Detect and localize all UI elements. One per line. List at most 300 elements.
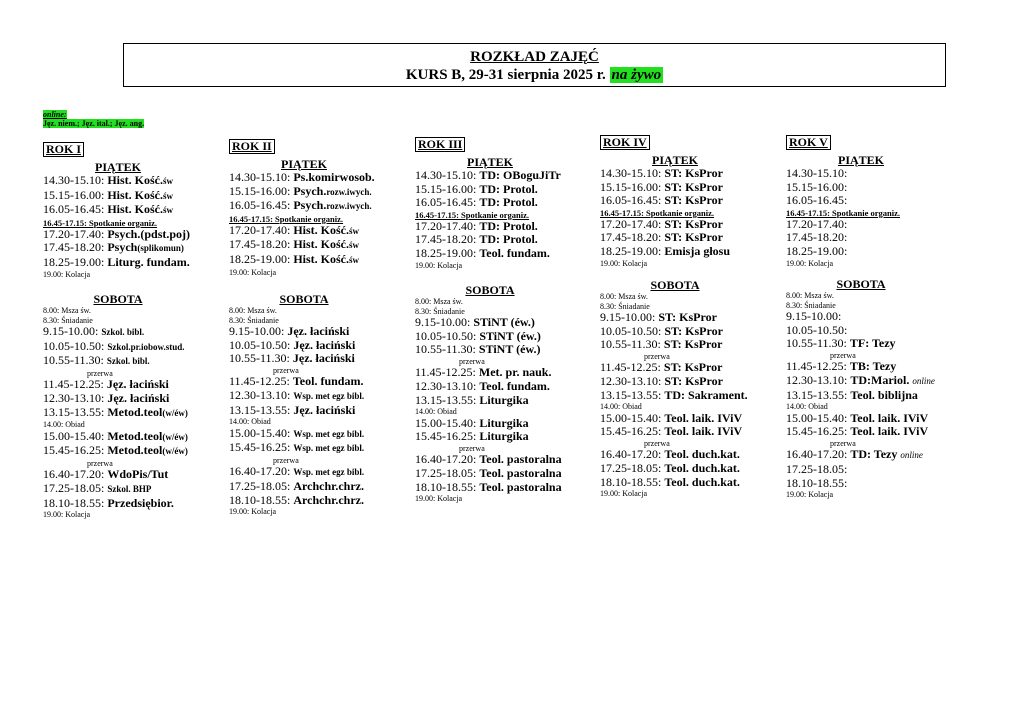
- subject: STiNT (éw.): [473, 315, 535, 330]
- subject: Metod.teol: [107, 443, 163, 458]
- column-rok-3: [415, 135, 595, 504]
- schedule-row: [786, 310, 966, 324]
- subject-small: (w/éw): [162, 446, 188, 457]
- time-slot: 17.25-18.05:: [229, 478, 291, 493]
- break-row: przerwa: [830, 438, 856, 448]
- live-badge: na żywo: [611, 67, 662, 83]
- time-slot: 16.40-17.20:: [43, 467, 105, 482]
- time-slot: 17.20-17.40:: [415, 218, 477, 233]
- time-slot: 16.05-16.45:: [600, 193, 662, 208]
- time-slot: 11.45-12.25:: [786, 359, 847, 374]
- time-slot: 15.15-16.00:: [43, 187, 105, 202]
- schedule-row: [229, 224, 409, 239]
- schedule-row: [415, 467, 595, 481]
- schedule-row: [43, 482, 223, 497]
- schedule-row: [43, 354, 223, 369]
- subject: Liturgika: [479, 392, 529, 407]
- online-label: online:: [43, 110, 67, 119]
- saturday-title: SOBOTA: [93, 292, 143, 307]
- break-row: przerwa: [273, 455, 299, 465]
- note-row: 19.00: Kolacja: [786, 258, 834, 268]
- schedule-row: [43, 497, 223, 511]
- break-row: przerwa: [273, 365, 299, 375]
- schedule-row: [229, 325, 409, 339]
- time-slot: 17.25-18.05:: [600, 460, 662, 475]
- time-slot: 15.00-15.40:: [415, 415, 477, 430]
- break-row: przerwa: [459, 443, 485, 453]
- time-slot: 17.45-18.20:: [43, 240, 105, 255]
- schedule-row: [600, 476, 780, 490]
- subject: Metod.teol: [107, 404, 163, 419]
- time-slot: 16.05-16.45:: [786, 193, 848, 208]
- time-slot: 15.45-16.25:: [415, 429, 477, 444]
- break-row: przerwa: [87, 458, 113, 468]
- schedule-row: [415, 453, 595, 467]
- time-slot: 10.55-11.30:: [600, 337, 661, 352]
- break-row: przerwa: [459, 356, 485, 366]
- schedule-row: [786, 231, 966, 245]
- time-slot: 17.45-18.20:: [415, 232, 477, 247]
- time-slot: 9.15-10.00:: [600, 310, 656, 325]
- subject: ST: KsPror: [664, 193, 723, 208]
- time-slot: 10.05-10.50:: [43, 338, 105, 353]
- schedule-row: [43, 325, 223, 340]
- break-row: przerwa: [87, 368, 113, 378]
- subject: ST: KsPror: [664, 373, 723, 388]
- subject: ST: KsPror: [663, 360, 723, 375]
- subject: Teol. laik. IViV: [664, 410, 743, 425]
- note-row: 8.30: Śniadanie: [600, 301, 650, 311]
- time-slot: 10.55-11.30:: [43, 353, 104, 368]
- schedule-row: [600, 412, 780, 426]
- year-label: ROK IV: [600, 135, 650, 150]
- friday-title: PIĄTEK: [280, 157, 327, 171]
- time-slot: 16.40-17.20:: [229, 464, 291, 479]
- schedule-row: [600, 167, 780, 181]
- schedule-row: [43, 256, 223, 270]
- subject: Teol. duch.kat.: [664, 474, 740, 489]
- saturday-title: SOBOTA: [836, 277, 886, 292]
- meeting-row: 16.45-17.15: Spotkanie organiz.: [43, 217, 158, 228]
- column-rok-5: [786, 133, 966, 500]
- schedule-row: [415, 430, 595, 444]
- subject: ST: KsPror: [664, 230, 723, 245]
- note-row: 8.30: Śniadanie: [43, 315, 93, 325]
- time-slot: 14.30-15.10:: [786, 166, 848, 180]
- schedule-row: [600, 218, 780, 232]
- subject: ST: KsPror: [663, 337, 723, 352]
- note-row: 8.00: Msza św.: [415, 297, 463, 307]
- schedule-row: [43, 430, 223, 445]
- schedule-row: [415, 316, 595, 330]
- time-slot: 15.00-15.40:: [229, 425, 291, 440]
- time-slot: 17.45-18.20:: [600, 230, 662, 245]
- subject-small: Szkol. bibl.: [101, 327, 145, 338]
- schedule-row: [600, 338, 780, 352]
- note-row: 19.00: Kolacja: [229, 507, 277, 517]
- time-slot: 10.05-10.50:: [415, 328, 477, 343]
- schedule-row: [600, 311, 780, 325]
- schedule-row: [600, 181, 780, 195]
- note-row: 19.00: Kolacja: [43, 510, 91, 520]
- schedule-row: [415, 380, 595, 394]
- subject-small: św: [163, 176, 174, 186]
- schedule-row: [229, 339, 409, 353]
- time-slot: 18.25-19.00:: [229, 251, 291, 266]
- year-label: ROK II: [229, 139, 275, 154]
- subject: Teol. biblijna: [850, 387, 918, 402]
- time-slot: 11.45-12.25:: [229, 374, 290, 389]
- subject-small: św: [163, 190, 174, 201]
- time-slot: 16.05-16.45:: [43, 202, 105, 217]
- meeting-row: 16.45-17.15: Spotkanie organiz.: [229, 213, 344, 224]
- time-slot: 18.25-19.00:: [415, 245, 477, 260]
- schedule-row: [786, 448, 966, 463]
- time-slot: 15.00-15.40:: [786, 410, 848, 425]
- subject-small: (w/éw): [162, 407, 188, 418]
- time-slot: 9.15-10.00:: [229, 324, 285, 339]
- time-slot: 15.15-16.00:: [415, 181, 477, 196]
- subject: Liturgika: [479, 429, 529, 444]
- subject: Teol. laik. IViV: [664, 424, 743, 439]
- time-slot: 10.05-10.50:: [786, 322, 848, 337]
- schedule-row: [43, 203, 223, 218]
- subject-small: Szkol. bibl.: [106, 356, 150, 367]
- subject-small: Wsp. met egz bibl.: [293, 428, 365, 439]
- schedule-row: [43, 468, 223, 482]
- time-slot: 17.20-17.40:: [229, 222, 291, 237]
- schedule-row: [415, 481, 595, 495]
- schedule-row: [600, 194, 780, 208]
- subject: Hist. Kość.: [293, 222, 350, 237]
- column-rok-1: [43, 140, 223, 520]
- note-row: 14.00: Obiad: [600, 402, 642, 412]
- subject: Przedsiębior.: [107, 495, 174, 510]
- subject: TD:Mariol.: [850, 372, 910, 387]
- subject-small: św: [163, 205, 174, 216]
- time-slot: 10.05-10.50:: [600, 323, 662, 338]
- schedule-row: [43, 174, 223, 189]
- subject: Hist. Kość.: [293, 251, 350, 266]
- note-row: 8.30: Śniadanie: [786, 300, 836, 310]
- subject: Teol. fundam.: [292, 374, 364, 389]
- time-slot: 13.15-13.55:: [229, 402, 291, 417]
- online-note: [43, 110, 144, 128]
- subject: STiNT (éw.): [478, 342, 541, 357]
- schedule-row: [600, 375, 780, 389]
- schedule-row: [229, 199, 409, 214]
- schedule-row: [415, 417, 595, 431]
- subject: Teol. laik. IViV: [850, 410, 929, 425]
- subject: TD: Protol.: [479, 218, 538, 233]
- subject: Ps.komirwosob.: [293, 170, 375, 184]
- time-slot: 11.45-12.25:: [43, 377, 104, 392]
- schedule-row: [415, 330, 595, 344]
- schedule-row: [786, 360, 966, 374]
- online-languages: Jęz. niem.; Jęz. ital.; Jęz. ang.: [43, 119, 145, 128]
- schedule-row: [786, 477, 966, 491]
- saturday-title: SOBOTA: [650, 278, 700, 293]
- subject-small: Wsp. met egz bibl.: [293, 443, 365, 454]
- time-slot: 18.25-19.00:: [600, 243, 662, 258]
- schedule-row: [229, 480, 409, 494]
- time-slot: 16.05-16.45:: [229, 198, 291, 213]
- note-row: 14.00: Obiad: [415, 407, 457, 417]
- subject: Teol. fundam.: [479, 245, 550, 260]
- time-slot: 18.10-18.55:: [786, 475, 848, 490]
- saturday-title: SOBOTA: [465, 283, 515, 298]
- schedule-row: [229, 389, 409, 404]
- year-label: ROK III: [415, 137, 465, 152]
- time-slot: 13.15-13.55:: [600, 387, 662, 402]
- subject: Teol. pastoralna: [479, 479, 562, 494]
- subject: ST: KsPror: [664, 166, 723, 180]
- note-row: 8.00: Msza św.: [786, 291, 834, 301]
- time-slot: 12.30-13.10:: [415, 378, 477, 393]
- subject: TD: OBoguJiTr: [479, 168, 561, 182]
- time-slot: 15.15-16.00:: [786, 179, 848, 194]
- subject-small: św: [349, 254, 360, 265]
- subject: TB: Tezy: [849, 359, 897, 374]
- time-slot: 18.10-18.55:: [43, 495, 105, 510]
- schedule-row: [600, 425, 780, 439]
- schedule-header: [123, 43, 946, 87]
- time-slot: 15.00-15.40:: [600, 410, 662, 425]
- schedule-row: [600, 231, 780, 245]
- course-dates: KURS B, 29-31 sierpnia 2025 r.: [405, 67, 606, 83]
- friday-title: PIĄTEK: [94, 160, 141, 174]
- subject: Psych.: [293, 183, 327, 198]
- time-slot: 12.30-13.10:: [600, 373, 662, 388]
- subject: Hist. Kość.: [107, 173, 164, 187]
- time-slot: 12.30-13.10:: [786, 372, 848, 387]
- time-slot: 12.30-13.10:: [43, 390, 105, 405]
- friday-title: PIĄTEK: [466, 155, 513, 169]
- subject: Psych.: [293, 198, 327, 213]
- year-label: ROK I: [43, 142, 84, 157]
- time-slot: 18.10-18.55:: [600, 474, 662, 489]
- schedule-row: [415, 169, 595, 183]
- time-slot: 17.20-17.40:: [43, 226, 105, 241]
- time-slot: 18.10-18.55:: [229, 492, 291, 507]
- subject: Hist. Kość.: [107, 187, 164, 202]
- subject: WdoPis/Tut: [107, 467, 169, 482]
- note-row: 19.00: Kolacja: [229, 267, 277, 277]
- time-slot: 13.15-13.55:: [415, 392, 477, 407]
- schedule-row: [415, 247, 595, 261]
- time-slot: 15.15-16.00:: [229, 183, 291, 198]
- time-slot: 17.45-18.20:: [229, 237, 291, 252]
- meeting-row: 16.45-17.15: Spotkanie organiz.: [600, 207, 715, 218]
- schedule-row: [786, 463, 966, 477]
- subject: Jęz. łaciński: [293, 402, 356, 417]
- schedule-row: [415, 394, 595, 408]
- note-row: 8.30: Śniadanie: [415, 306, 465, 316]
- schedule-row: [786, 167, 966, 181]
- schedule-row: [786, 425, 966, 439]
- subject: Psych.(pdst.poj): [107, 226, 191, 241]
- subject: ST: KsPror: [664, 179, 723, 194]
- note-row: 19.00: Kolacja: [415, 494, 463, 504]
- subject: Jęz. łaciński: [106, 377, 169, 392]
- subject: TD: Protol.: [479, 195, 538, 210]
- subject: Liturgika: [479, 415, 529, 430]
- time-slot: 18.25-19.00:: [43, 254, 105, 269]
- schedule-row: [600, 325, 780, 339]
- schedule-row: [229, 465, 409, 480]
- time-slot: 12.30-13.10:: [229, 387, 291, 402]
- subject: TD: Tezy: [850, 447, 898, 462]
- schedule-row: [43, 444, 223, 459]
- note-row: 14.00: Obiad: [43, 420, 85, 430]
- time-slot: 13.15-13.55:: [786, 387, 848, 402]
- subject: Jęz. łaciński: [293, 337, 356, 352]
- note-row: 14.00: Obiad: [229, 417, 271, 427]
- schedule-row: [43, 392, 223, 406]
- schedule-row: [43, 406, 223, 421]
- schedule-row: [415, 233, 595, 247]
- subject: Teol. duch.kat.: [664, 447, 740, 462]
- subject-small: rozw.iwych.: [326, 201, 372, 212]
- subject: TF: Tezy: [849, 336, 896, 351]
- time-slot: 10.05-10.50:: [229, 337, 291, 352]
- subject: Met. pr. nauk.: [478, 365, 552, 380]
- subject: Archchr.chrz.: [293, 478, 364, 493]
- schedule-row: [229, 404, 409, 418]
- note-row: 14.00: Obiad: [786, 402, 828, 412]
- subject: TD: Protol.: [479, 181, 538, 196]
- subject: Jęz. łaciński: [287, 324, 350, 339]
- schedule-row: [786, 374, 966, 389]
- subject: STiNT (éw.): [479, 328, 541, 343]
- subject-small: (w/éw): [162, 431, 188, 442]
- time-slot: 17.25-18.05:: [43, 480, 105, 495]
- schedule-title: ROZKŁAD ZAJĘĆ: [470, 49, 599, 65]
- schedule-row: [43, 340, 223, 355]
- subject: Hist. Kość.: [293, 237, 350, 252]
- meeting-row: 16.45-17.15: Spotkanie organiz.: [415, 209, 530, 220]
- note-row: 19.00: Kolacja: [43, 269, 91, 279]
- schedule-row: [786, 389, 966, 403]
- schedule-row: [786, 218, 966, 232]
- schedule-row: [786, 324, 966, 338]
- time-slot: 14.30-15.10:: [600, 166, 662, 180]
- subject: ST: KsPror: [664, 216, 723, 231]
- schedule-row: [229, 185, 409, 200]
- note-row: 19.00: Kolacja: [786, 490, 834, 500]
- subject: Teol. duch.kat.: [664, 460, 740, 475]
- time-slot: 15.45-16.25:: [600, 424, 662, 439]
- subject: Emisja głosu: [664, 243, 731, 258]
- time-slot: 10.55-11.30:: [229, 351, 290, 366]
- schedule-row: [600, 462, 780, 476]
- friday-title: PIĄTEK: [837, 153, 884, 167]
- note-row: 8.00: Msza św.: [43, 306, 91, 316]
- subject-small: Szkol. BHP: [107, 483, 152, 494]
- note-row: 19.00: Kolacja: [600, 489, 648, 499]
- time-slot: 13.15-13.55:: [43, 404, 105, 419]
- subject-small: św: [349, 225, 360, 236]
- time-slot: 10.55-11.30:: [786, 336, 847, 351]
- time-slot: 9.15-10.00:: [415, 315, 471, 330]
- time-slot: 17.45-18.20:: [786, 230, 848, 245]
- subject: TD: Protol.: [479, 232, 538, 247]
- break-row: przerwa: [644, 351, 670, 361]
- time-slot: 9.15-10.00:: [786, 309, 842, 324]
- time-slot: 14.30-15.10:: [229, 170, 291, 184]
- schedule-row: [229, 441, 409, 456]
- time-slot: 18.10-18.55:: [415, 479, 477, 494]
- schedule-row: [229, 238, 409, 253]
- subject: Teol. laik. IViV: [850, 424, 929, 439]
- subject-small: Wsp. met egz bibl.: [293, 467, 365, 478]
- time-slot: 11.45-12.25:: [415, 365, 476, 380]
- schedule-row: [786, 194, 966, 208]
- subject: Jęz. łaciński: [292, 351, 355, 366]
- subject-small: św: [349, 240, 360, 251]
- subject: Jęz. łaciński: [107, 390, 170, 405]
- schedule-row: [786, 245, 966, 259]
- time-slot: 16.40-17.20:: [786, 447, 848, 462]
- subject: Psych: [107, 240, 138, 255]
- subject-small: Szkol.pr.iobow.stud.: [107, 341, 185, 352]
- subject: Metod.teol: [107, 428, 163, 443]
- schedule-row: [415, 343, 595, 357]
- time-slot: 16.05-16.45:: [415, 195, 477, 210]
- note-row: 8.30: Śniadanie: [229, 315, 279, 325]
- subject: Teol. pastoralna: [479, 465, 562, 480]
- schedule-row: [43, 378, 223, 392]
- schedule-row: [43, 228, 223, 242]
- schedule-row: [229, 375, 409, 389]
- time-slot: 16.40-17.20:: [600, 447, 662, 462]
- subject: Teol. fundam.: [479, 378, 550, 393]
- schedule-row: [229, 253, 409, 268]
- schedule-row: [600, 448, 780, 462]
- break-row: przerwa: [644, 438, 670, 448]
- online-tag: online: [900, 450, 923, 461]
- note-row: 8.00: Msza św.: [600, 292, 648, 302]
- schedule-row: [43, 189, 223, 204]
- schedule-row: [229, 494, 409, 508]
- time-slot: 18.25-19.00:: [786, 243, 848, 258]
- online-tag: online: [912, 375, 935, 386]
- meeting-row: 16.45-17.15: Spotkanie organiz.: [786, 207, 901, 218]
- subject: TD: Sakrament.: [664, 387, 748, 402]
- column-rok-4: [600, 133, 780, 499]
- column-rok-2: [229, 137, 409, 517]
- subject-small: (splikomun): [137, 243, 184, 254]
- saturday-title: SOBOTA: [279, 292, 329, 307]
- time-slot: 11.45-12.25:: [600, 360, 661, 375]
- schedule-subtitle: [124, 66, 945, 84]
- time-slot: 9.15-10.00:: [43, 324, 99, 339]
- time-slot: 16.40-17.20:: [415, 452, 477, 467]
- time-slot: 14.30-15.10:: [43, 173, 105, 187]
- subject: Hist. Kość.: [107, 202, 164, 217]
- schedule-row: [600, 361, 780, 375]
- subject: Teol. pastoralna: [479, 452, 562, 467]
- time-slot: 15.00-15.40:: [43, 428, 105, 443]
- time-slot: 15.45-16.25:: [229, 440, 291, 455]
- time-slot: 15.15-16.00:: [600, 179, 662, 194]
- time-slot: 17.20-17.40:: [600, 216, 662, 231]
- time-slot: 10.55-11.30:: [415, 342, 476, 357]
- schedule-row: [43, 241, 223, 256]
- subject: Liturg. fundam.: [107, 254, 190, 269]
- schedule-row: [229, 171, 409, 185]
- schedule-row: [786, 337, 966, 351]
